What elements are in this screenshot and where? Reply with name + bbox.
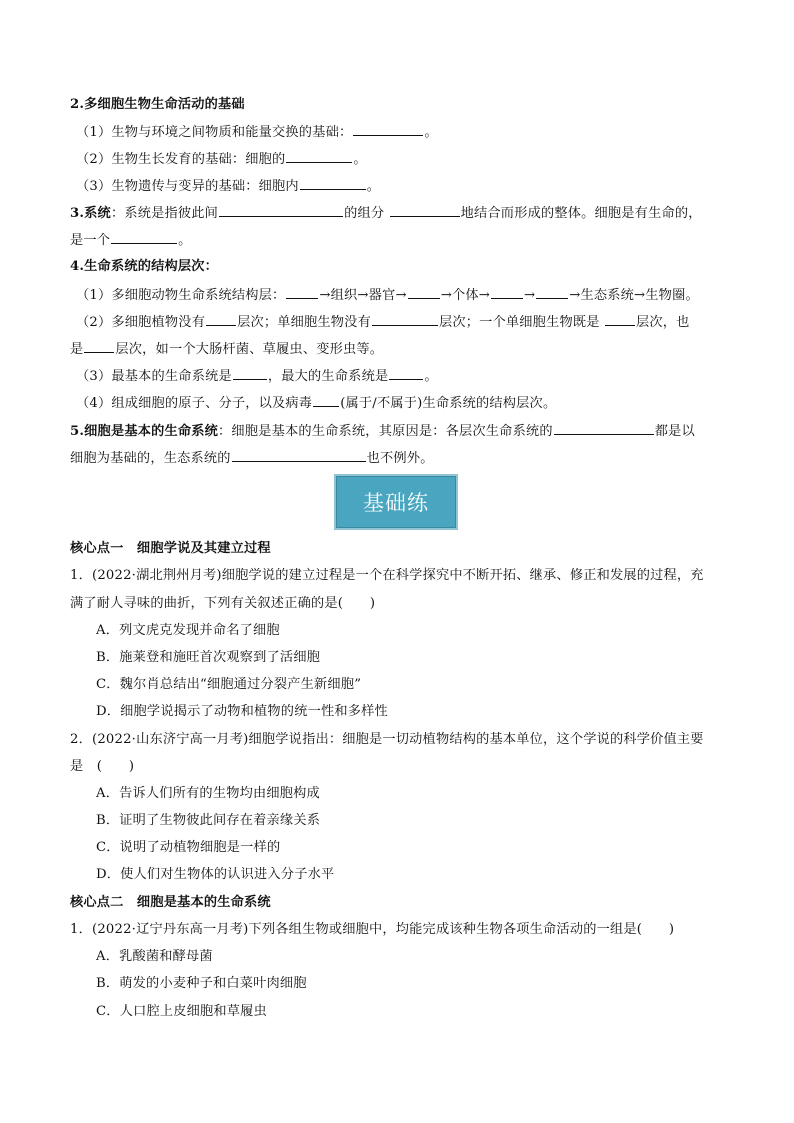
section-2-item-2: （2）生物生长发育的基础：细胞的 。 <box>76 152 367 167</box>
fill-blank[interactable] <box>232 449 366 462</box>
question-1-option-b[interactable]: B．施莱登和施旺首次观察到了活细胞 <box>96 650 321 665</box>
fill-blank[interactable] <box>84 340 114 353</box>
fill-blank[interactable] <box>536 286 568 299</box>
question-2-option-b[interactable]: B．证明了生物彼此间存在着亲缘关系 <box>96 813 321 828</box>
question-2-stem-line-1: 2．(2022·山东济宁高一月考)细胞学说指出：细胞是一切动植物结构的基本单位，这个学说的科学价值主要 <box>70 732 704 747</box>
section-3-line-1: 3.系统：系统是指彼此间 的组分 地结合而形成的整体。细胞是有生命的， <box>70 206 702 221</box>
fill-blank[interactable] <box>491 286 523 299</box>
question-3-option-a[interactable]: A．乳酸菌和酵母菌 <box>96 949 213 964</box>
question-1-option-c[interactable]: C．魏尔肖总结出“细胞通过分裂产生新细胞” <box>96 677 362 692</box>
question-2-option-c[interactable]: C．说明了动植物细胞是一样的 <box>96 840 281 855</box>
basic-practice-banner <box>334 474 458 530</box>
question-3-stem-line-1: 1．(2022·辽宁丹东高一月考)下列各组生物或细胞中，均能完成该种生物各项生命活动的一组是( ) <box>70 922 675 937</box>
question-1-option-a[interactable]: A．列文虎克发现并命名了细胞 <box>96 623 280 638</box>
question-2-option-d[interactable]: D．使人们对生物体的认识进入分子水平 <box>96 867 335 882</box>
fill-blank[interactable] <box>389 367 423 380</box>
question-1-stem-line-2: 满了耐人寻味的曲折，下列有关叙述正确的是( ) <box>70 596 376 611</box>
core-point-2-title: 核心点二 细胞是基本的生命系统 <box>70 895 271 910</box>
fill-blank[interactable] <box>313 394 339 407</box>
fill-blank[interactable] <box>206 313 236 326</box>
section-2-heading: 2.多细胞生物生命活动的基础 <box>70 97 245 112</box>
fill-blank[interactable] <box>233 367 267 380</box>
question-1-stem-line-1: 1．(2022·湖北荆州月考)细胞学说的建立过程是一个在科学探究中不断开拓、继承、修正和发展的过程，充 <box>70 568 704 583</box>
fill-blank[interactable] <box>219 204 343 217</box>
banner-label: 基础练 <box>363 491 429 515</box>
section-5-line-2: 细胞为基础的，生态系统的 也不例外。 <box>70 451 434 466</box>
question-3-option-c[interactable]: C．人口腔上皮细胞和草履虫 <box>96 1004 267 1019</box>
section-2-item-3: （3）生物遗传与变异的基础：细胞内 。 <box>76 179 381 194</box>
section-4-line-3: 是 层次，如一个大肠杆菌、草履虫、变形虫等。 <box>70 342 384 357</box>
section-4-heading: 4.生命系统的结构层次： <box>70 259 219 274</box>
section-5-line-1: 5.细胞是基本的生命系统：细胞是基本的生命系统，其原因是：各层次生命系统的 都是以 <box>70 424 695 439</box>
fill-blank[interactable] <box>300 177 366 190</box>
question-2-stem-line-2: 是 ( ) <box>70 759 135 774</box>
section-4-line-5: （4）组成细胞的原子、分子，以及病毒 (属于/不属于)生命系统的结构层次。 <box>76 396 557 411</box>
question-1-option-d[interactable]: D．细胞学说揭示了动物和植物的统一性和多样性 <box>96 704 388 719</box>
fill-blank[interactable] <box>605 313 635 326</box>
fill-blank[interactable] <box>554 422 654 435</box>
section-4-line-1: （1）多细胞动物生命系统结构层： →组织→器官→ →个体→ → →生态系统→生物圈。 <box>76 288 699 303</box>
fill-blank[interactable] <box>353 123 423 136</box>
section-3-line-2: 是一个 。 <box>70 233 192 248</box>
section-4-line-4: （3）最基本的生命系统是 ，最大的生命系统是 。 <box>76 369 438 384</box>
fill-blank[interactable] <box>372 313 438 326</box>
fill-blank[interactable] <box>111 231 177 244</box>
core-point-1-title: 核心点一 细胞学说及其建立过程 <box>70 541 271 556</box>
question-3-option-b[interactable]: B．萌发的小麦种子和白菜叶肉细胞 <box>96 976 307 991</box>
fill-blank[interactable] <box>408 286 440 299</box>
section-4-line-2: （2）多细胞植物没有 层次；单细胞生物没有 层次；一个单细胞生物既是 层次，也 <box>76 315 690 330</box>
fill-blank[interactable] <box>390 204 460 217</box>
fill-blank[interactable] <box>286 150 352 163</box>
question-2-option-a[interactable]: A．告诉人们所有的生物均由细胞构成 <box>96 786 320 801</box>
fill-blank[interactable] <box>286 286 318 299</box>
section-2-item-1: （1）生物与环境之间物质和能量交换的基础： 。 <box>76 125 438 140</box>
